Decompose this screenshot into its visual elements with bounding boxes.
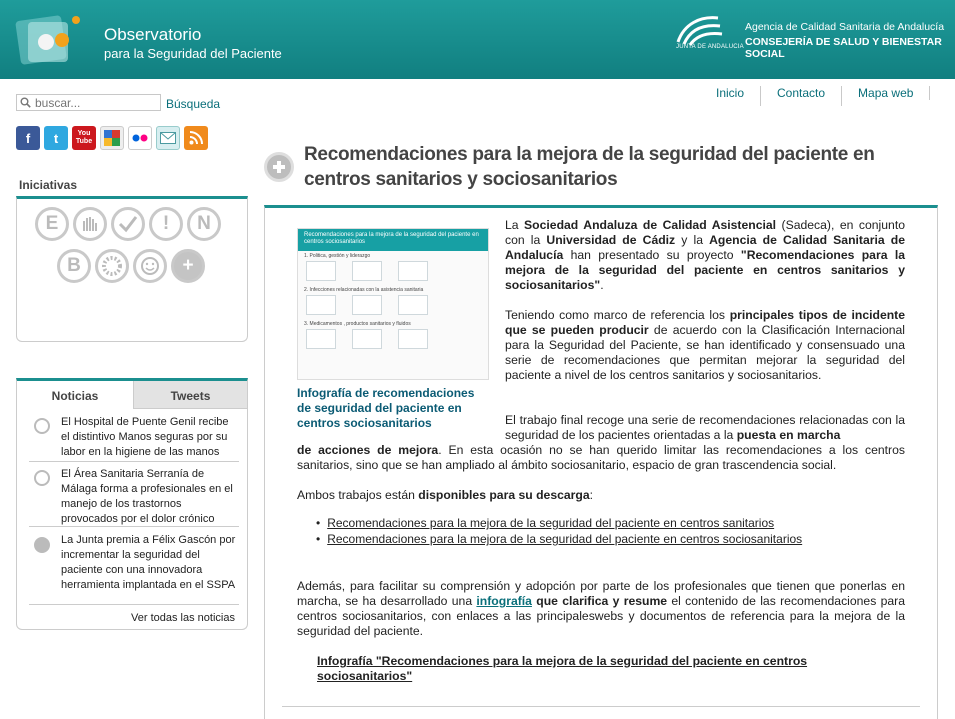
facebook-icon[interactable]: f	[16, 126, 40, 150]
site-subtitle: para la Seguridad del Paciente	[104, 46, 282, 61]
infographic-section: 2. Infecciones relacionadas con la asistencia sanitaria	[304, 287, 424, 293]
iniciativa-smile-icon[interactable]	[133, 249, 167, 283]
news-item[interactable]	[29, 527, 239, 605]
news-text[interactable]: El Hospital de Puente Genil recibe el distintivo Manos seguras por su labor en la higiene de las manos	[61, 416, 229, 458]
news-text[interactable]: La Junta premia a Félix Gascón por incrementar la seguridad del paciente con una innovadora herramienta implantada en el SSPA	[61, 534, 236, 591]
search-icon	[20, 97, 31, 108]
paragraph-downloads: Ambos trabajos están disponibles para su descarga:	[297, 488, 594, 502]
iniciativas-panel	[16, 196, 248, 342]
twitter-icon[interactable]: t	[44, 126, 68, 150]
junta-caption: JUNTA DE ANDALUCIA	[676, 44, 744, 50]
observatorio-logo[interactable]	[14, 12, 94, 70]
nav-mapa-web[interactable]: Mapa web	[841, 86, 929, 106]
nav-divider	[929, 86, 930, 100]
infographic-caption[interactable]: Infografía de recomendaciones de seguridad del paciente en centros sociosanitarios	[297, 386, 475, 430]
list-item	[316, 515, 802, 531]
iniciativa-grid-icon[interactable]	[95, 249, 129, 283]
infographic-section: 1. Politica, gestión y liderazgo	[304, 253, 371, 259]
social-links	[16, 126, 208, 150]
page-title: Recomendaciones para la mejora de la seguridad del paciente en centros sanitarios y sociosanitarios	[304, 144, 875, 190]
iniciativa-b-icon[interactable]: B	[57, 249, 91, 283]
iniciativas-title: Iniciativas	[19, 178, 78, 192]
news-item[interactable]	[29, 462, 239, 527]
hands-icon	[34, 418, 50, 434]
email-icon[interactable]	[156, 126, 180, 150]
youtube-icon[interactable]: You Tube	[72, 126, 96, 150]
paragraph-work: El trabajo final recoge una serie de recomendaciones relacionadas con la seguridad de los pacientes orientadas a la puesta en marcha	[505, 413, 905, 442]
site-header	[0, 0, 955, 79]
iniciativa-n-icon[interactable]: N	[187, 207, 221, 241]
delicious-icon[interactable]	[100, 126, 124, 150]
iniciativa-e-icon[interactable]: E	[35, 207, 69, 241]
all-news-link[interactable]: Ver todas las noticias	[131, 612, 235, 624]
rss-icon[interactable]	[184, 126, 208, 150]
paragraph-framework: Teniendo como marco de referencia los principales tipos de incidente que se pueden producir de acuerdo con la Clasificación Internacional para la Seguridad del Paciente, se han identificado y consensuado una serie de recomendaciones que permitan mejorar la seguridad del paciente a nivel de los centros sanitarios y sociosanitarios.	[505, 308, 906, 382]
site-title: Observatorio	[104, 25, 202, 44]
tab-noticias[interactable]: Noticias	[17, 381, 133, 409]
news-text[interactable]: El Área Sanitaria Serranía de Málaga forma a profesionales en el manejo de los trastornos provocados por el dolor crónico	[61, 468, 233, 525]
iniciativa-check-icon[interactable]	[111, 207, 145, 241]
iniciativa-plus-icon[interactable]: +	[171, 249, 205, 283]
flickr-icon[interactable]	[128, 126, 152, 150]
nav-inicio[interactable]: Inicio	[716, 86, 745, 100]
plus-icon	[34, 537, 50, 553]
news-item[interactable]	[29, 413, 239, 462]
infografia-link[interactable]: infografía	[476, 594, 532, 608]
iniciativa-alert-icon[interactable]: !	[149, 207, 183, 241]
top-navigation	[700, 86, 930, 106]
tab-tweets[interactable]: Tweets	[133, 381, 247, 409]
list-item	[316, 531, 802, 547]
search-input[interactable]	[16, 94, 161, 111]
paragraph-infographic: Además, para facilitar su comprensión y adopción por parte de los profesionales que tienen que ponerlas en marcha, se ha desarrollado una infografía que clarifica y resume el contenido de las recomendaciones para centros sociosanitarios, con enlaces a las principaleswebs y documentos de referencia para la mejora de la seguridad del paciente.	[297, 579, 906, 638]
news-panel	[16, 378, 248, 630]
download-list	[316, 515, 802, 547]
iniciativa-hands-icon[interactable]	[73, 207, 107, 241]
download-link-sociosanitarios[interactable]: Recomendaciones para la mejora de la seguridad del paciente en centros sociosanitarios	[327, 532, 803, 546]
paragraph-work-continued: de acciones de mejora. En esta ocasión no se han querido limitar las recomendaciones a los centros sanitarios, sino que se han ampliado al ámbito sociosanitario, espacio de gran trascendencia social.	[297, 443, 905, 472]
download-link-sanitarios[interactable]: Recomendaciones para la mejora de la seguridad del paciente en centros sanitarios	[327, 516, 775, 530]
search-button[interactable]: Búsqueda	[166, 97, 221, 111]
smile-icon	[34, 470, 50, 486]
ministry-name: CONSEJERÍA DE SALUD Y BIENESTAR SOCIAL	[745, 36, 942, 60]
plus-icon	[264, 152, 294, 182]
agency-name: Agencia de Calidad Sanitaria de Andalucía	[745, 21, 945, 33]
divider	[282, 706, 920, 707]
infographic-thumbnail[interactable]	[297, 228, 489, 380]
infographic-heading: Recomendaciones para la mejora de la seguridad del paciente en centros sociosanitarios	[298, 229, 488, 251]
nav-contacto[interactable]: Contacto	[760, 86, 841, 106]
infographic-download-link[interactable]: Infografía "Recomendaciones para la mejora de la seguridad del paciente en centros sociosanitarios"	[317, 654, 808, 683]
paragraph-intro: La Sociedad Andaluza de Calidad Asistencial (Sadeca), en conjunto con la Universidad de Cádiz y la Agencia de Calidad Sanitaria de Andalucía han presentado su proyecto "Recomendaciones para la mejora de la seguridad del paciente en centros sanitarios y sociosanitarios".	[505, 218, 905, 292]
infographic-section: 3. Medicamentos , productos sanitarios y fluidos	[304, 321, 411, 327]
